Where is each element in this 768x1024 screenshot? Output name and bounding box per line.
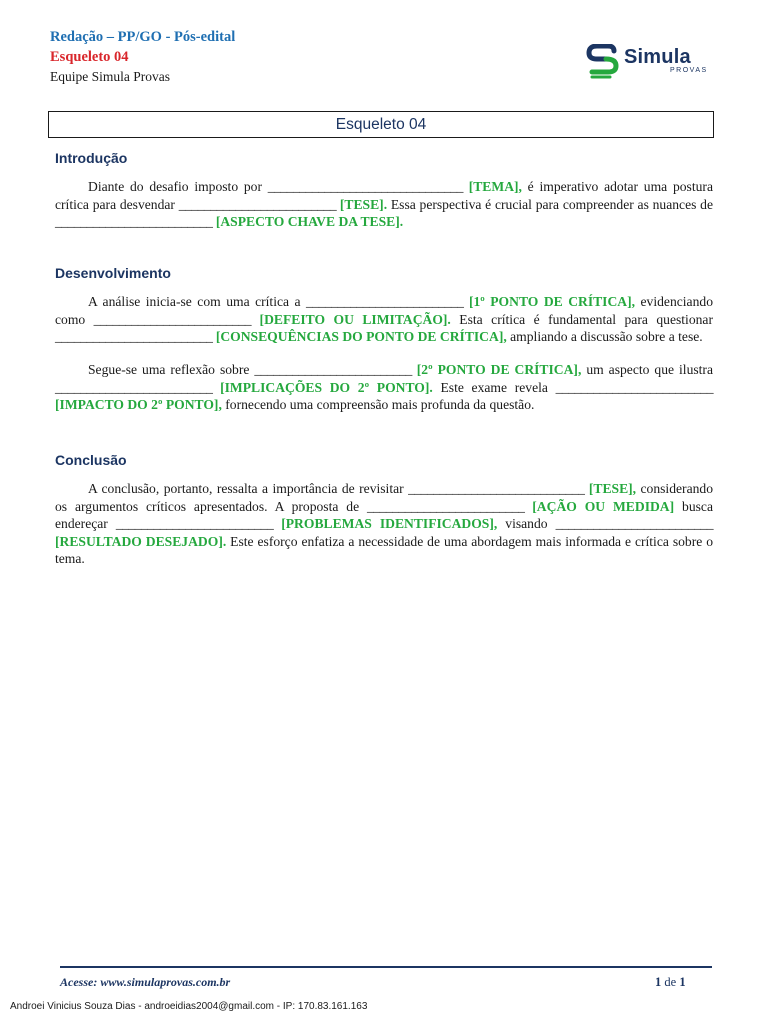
text: um aspecto que ilustra [581, 362, 713, 377]
footer-website-link[interactable]: Acesse: www.simulaprovas.com.br [60, 975, 231, 989]
text: é imperativo adotar uma postura crítica para desvendar [55, 179, 713, 212]
paragraph-conclusao [55, 480, 713, 568]
simula-provas-logo [586, 44, 716, 80]
page-of: de [661, 975, 680, 989]
text: fornecendo uma compreensão mais profunda da questão. [221, 397, 535, 413]
blank-line: _________________________ [254, 362, 412, 377]
blank-line: _________________________ [55, 329, 213, 345]
team-name: Equipe Simula Provas [50, 69, 170, 84]
user-watermark: Androei Vinicius Souza Dias - androeidias2004@gmail.com - IP: 170.83.161.163 [10, 1001, 368, 1012]
text: Este exame revela [432, 379, 556, 395]
text: Esta crítica é fundamental para questionar [450, 311, 713, 327]
document-header [50, 27, 235, 87]
text: evidenciando como [55, 294, 713, 327]
skeleton-label: Esqueleto 04 [50, 49, 129, 65]
placeholder-1-ponto-critica: [1º PONTO DE CRÍTICA], [463, 294, 636, 309]
text: A conclusão, portanto, ressalta a importância de revisitar [88, 481, 409, 496]
blank-line: _________________________ [555, 516, 713, 532]
placeholder-impacto: [IMPACTO DO 2º PONTO], [55, 397, 222, 413]
paragraph-introducao [55, 178, 713, 231]
placeholder-aspecto-chave: [ASPECTO CHAVE DA TESE]. [212, 214, 404, 230]
page-total: 1 [679, 975, 686, 989]
placeholder-implicacoes: [IMPLICAÇÕES DO 2º PONTO]. [212, 379, 433, 395]
text: busca endereçar [55, 498, 713, 532]
placeholder-resultado: [RESULTADO DESEJADO]. [55, 533, 227, 549]
blank-line: _________________________ [366, 498, 525, 514]
paragraph-desenvolvimento-1 [55, 293, 713, 346]
placeholder-2-ponto-critica: [2º PONTO DE CRÍTICA], [411, 362, 582, 377]
paragraph-desenvolvimento-2 [55, 361, 713, 414]
blank-line: _________________________ [115, 516, 274, 532]
text: Segue-se uma reflexão sobre [88, 362, 255, 377]
section-title-conclusao: Conclusão [55, 452, 127, 468]
text: A análise inicia-se com uma crítica a [88, 294, 307, 309]
blank-line: _________________________ [55, 379, 213, 395]
blank-line: _________________________ [178, 196, 337, 212]
blank-line: _________________________ [93, 311, 252, 327]
text: Diante do desafio imposto por [88, 179, 268, 194]
placeholder-tese: [TESE], [584, 481, 637, 496]
placeholder-tese: [TESE]. [336, 196, 388, 212]
text: considerando os argumentos críticos apresentados. A proposta de [55, 481, 713, 514]
placeholder-acao-medida: [AÇÃO OU MEDIDA] [524, 498, 675, 514]
placeholder-defeito-limitacao: [DEFEITO OU LIMITAÇÃO]. [251, 311, 451, 327]
section-title-introducao: Introdução [55, 150, 128, 166]
page-current: 1 [655, 975, 662, 989]
logo-word: Simula [624, 46, 691, 68]
page-title: Esqueleto 04 [48, 111, 714, 138]
text: ampliando a discussão sobre a tese. [506, 329, 703, 345]
text: Essa perspectiva é crucial para compreender as nuances de [387, 196, 713, 212]
placeholder-tema: [TEMA], [462, 179, 522, 194]
blank-line: _________________________ [306, 294, 464, 309]
section-title-desenvolvimento: Desenvolvimento [55, 265, 171, 281]
page-number [655, 975, 686, 990]
text: Este esforço enfatiza a necessidade de uma abordagem mais informada e crítica sobre o tema. [55, 533, 713, 567]
blank-line: ____________________________ [408, 481, 585, 496]
placeholder-consequencias: [CONSEQUÊNCIAS DO PONTO DE CRÍTICA], [212, 329, 507, 345]
simula-s-logo-icon [586, 44, 620, 80]
placeholder-problemas: [PROBLEMAS IDENTIFICADOS], [273, 516, 498, 532]
blank-line: _________________________ [55, 214, 213, 230]
blank-line: _______________________________ [267, 179, 463, 194]
text: visando [497, 516, 556, 532]
course-title: Redação – PP/GO - Pós-edital [50, 29, 236, 45]
blank-line: _________________________ [555, 379, 714, 395]
footer-divider [60, 966, 712, 968]
logo-subtitle: PROVAS [670, 67, 708, 74]
